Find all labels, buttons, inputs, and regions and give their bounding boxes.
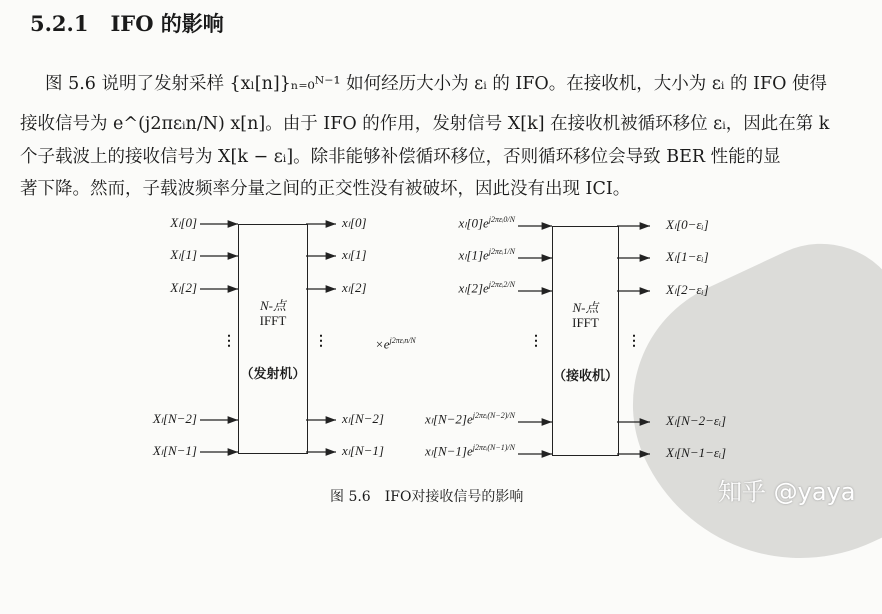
rx-input-exponent: j2πεᵢ0/N: [488, 215, 515, 224]
tx-output-label: xₗ[1]: [342, 247, 367, 262]
paragraph-line-2: 接收信号为 e^(j2πεᵢn/N) x[n]。由于 IFO 的作用，发射信号 X[k] 在接收机被循环移位 εᵢ，因此在第 k: [20, 114, 830, 134]
tx-box-line1: N-点: [259, 298, 286, 313]
tx-output-label: xₗ[N−2]: [342, 411, 384, 426]
tx-input-label: Xₗ[N−1]: [152, 443, 197, 458]
rx-output-label: Xₗ[0−εᵢ]: [666, 217, 709, 232]
tx-ifft-block: [238, 224, 308, 454]
rx-input-base: xₗ[N−1]e: [424, 443, 473, 459]
tx-box-line3: （发射机）: [240, 366, 306, 381]
rx-box-line1: N-点: [572, 300, 599, 315]
rx-input-label: [458, 280, 515, 296]
rx-output-label: Xₗ[N−1−εᵢ]: [666, 445, 727, 460]
paragraph-line-1: 图 5.6 说明了发射采样 {xₗ[n]}ₙ₌₀ᴺ⁻¹ 如何经历大小为 εᵢ 的 IFO。在接收机，大小为 εᵢ 的 IFO 使得: [45, 74, 828, 94]
multiplier-label: [375, 336, 416, 352]
rx-input-label: [458, 215, 515, 231]
section-number: 5.2.1: [30, 11, 89, 36]
ellipsis-tx-in: ⋮: [222, 333, 236, 349]
zhihu-watermark: 知乎 @yaya: [718, 478, 856, 506]
rx-input-exponent: j2πεᵢ2/N: [488, 280, 515, 289]
rx-input-label: [458, 247, 515, 263]
rx-output-label: Xₗ[1−εᵢ]: [666, 249, 709, 264]
rx-box-line2: IFFT: [572, 315, 599, 330]
figure-caption: 图 5.6 IFO对接收信号的影响: [330, 489, 524, 505]
paragraph-line-4: 著下降。然而，子载波频率分量之间的正交性没有被破坏，因此没有出现 ICI。: [20, 179, 631, 199]
ellipsis-rx-in: ⋮: [529, 333, 543, 349]
rx-box-line3: （接收机）: [553, 368, 619, 383]
tx-input-label: Xₗ[1]: [170, 247, 197, 262]
tx-box-line2: IFFT: [259, 313, 287, 328]
rx-input-base: xₗ[N−2]e: [424, 411, 473, 427]
tx-output-label: xₗ[0]: [342, 215, 367, 230]
rx-input-exponent: j2πεᵢ(N−1)/N: [472, 443, 515, 452]
ellipsis-rx-out: ⋮: [627, 333, 641, 349]
rx-input-label: [425, 443, 515, 459]
tx-input-label: Xₗ[2]: [170, 280, 197, 295]
rx-ifft-block: [552, 226, 619, 456]
rx-input-base: xₗ[1]e: [458, 247, 489, 263]
tx-output-label: xₗ[N−1]: [342, 443, 384, 458]
rx-input-exponent: j2πεᵢ1/N: [488, 247, 515, 256]
multiplier-base: ×e: [375, 336, 390, 352]
section-title: IFO 的影响: [110, 11, 224, 36]
rx-input-label: [425, 411, 515, 427]
rx-input-exponent: j2πεᵢ(N−2)/N: [472, 411, 515, 420]
ellipsis-tx-out: ⋮: [314, 333, 328, 349]
rx-output-label: Xₗ[2−εᵢ]: [666, 282, 709, 297]
paragraph-line-3: 个子载波上的接收信号为 X[k − εᵢ]。除非能够补偿循环移位，否则循环移位会导致 BER 性能的显: [20, 147, 781, 167]
tx-output-label: xₗ[2]: [342, 280, 367, 295]
multiplier-exponent: j2πεᵢn/N: [389, 336, 416, 345]
rx-input-base: xₗ[2]e: [458, 280, 489, 296]
rx-output-label: Xₗ[N−2−εᵢ]: [666, 413, 727, 428]
tx-input-label: Xₗ[0]: [170, 215, 197, 230]
tx-input-label: Xₗ[N−2]: [152, 411, 197, 426]
rx-input-base: xₗ[0]e: [458, 215, 489, 231]
